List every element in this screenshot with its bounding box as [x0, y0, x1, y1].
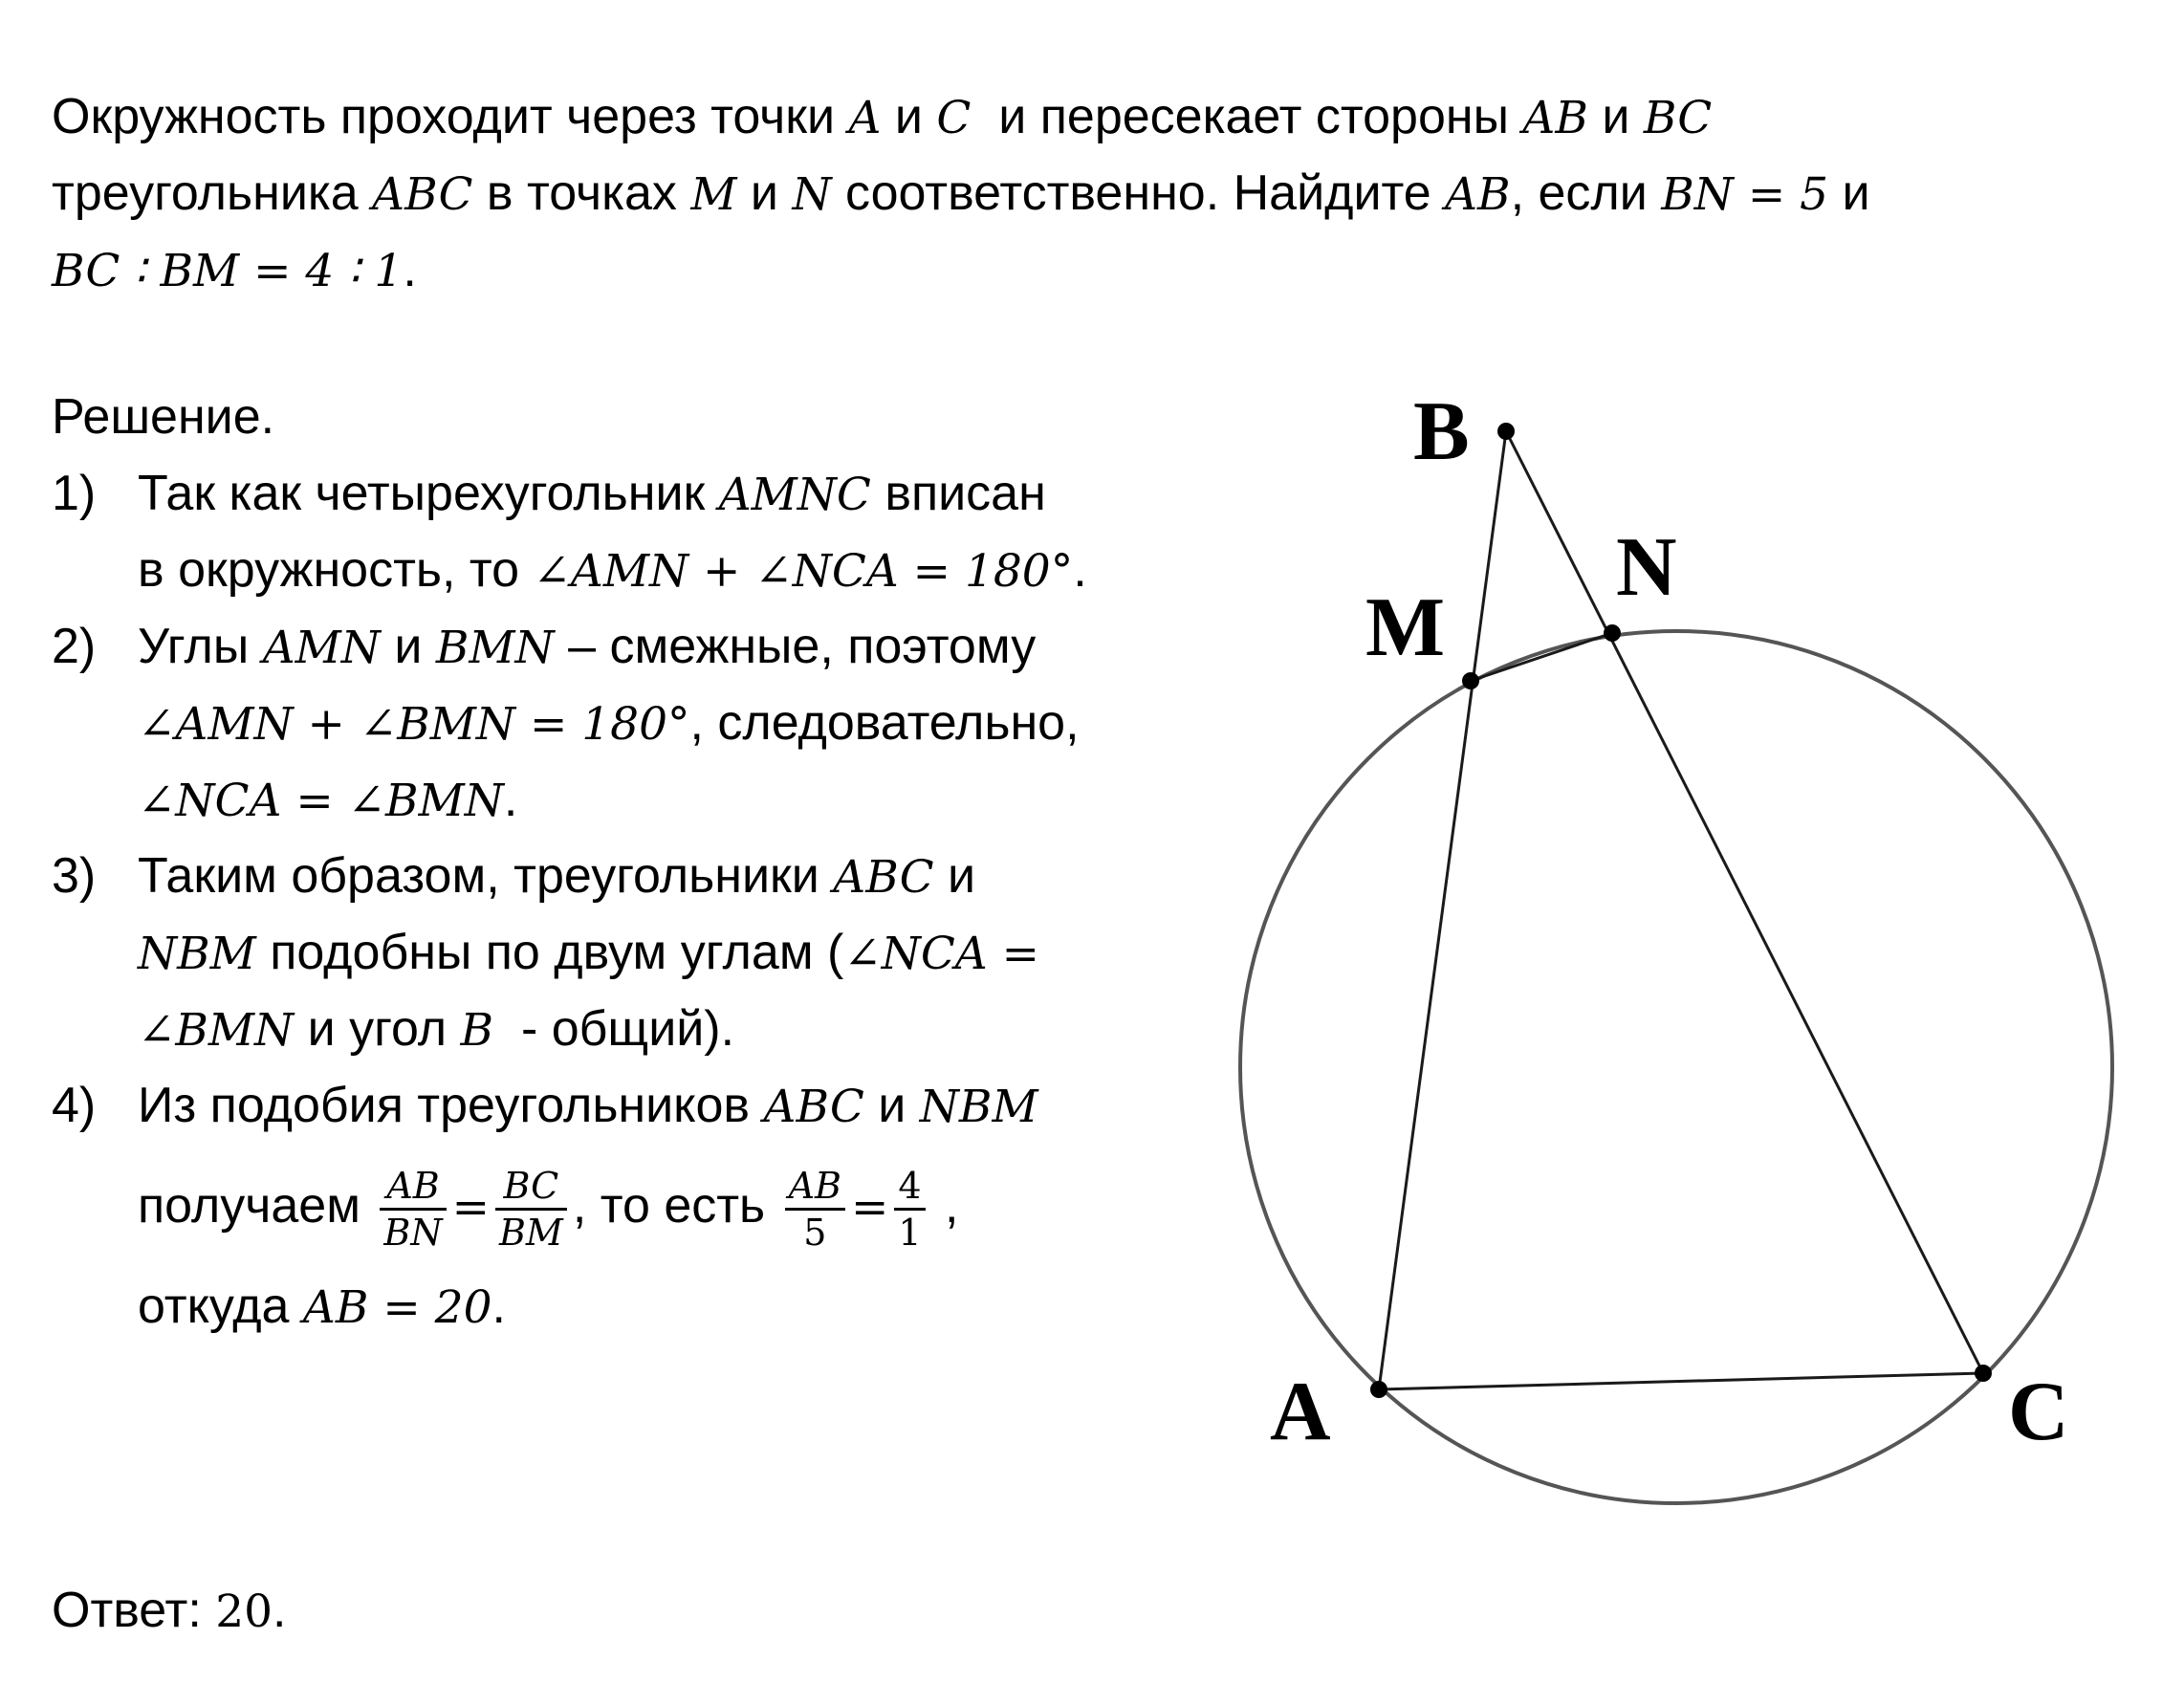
solution-title: Решение.	[52, 389, 275, 445]
math: ∠NCA =	[843, 928, 1040, 980]
text: .	[403, 242, 417, 297]
text: Окружность проходит через точки	[52, 89, 849, 144]
math: ∠AMN + ∠BMN = 180°	[138, 698, 690, 751]
label-A: A	[1270, 1366, 1331, 1458]
text: , если	[1510, 165, 1662, 221]
math: ∠AMN + ∠NCA = 180°	[533, 545, 1074, 598]
math: ∠BMN	[138, 1004, 295, 1057]
math-AB: AB	[1522, 92, 1588, 144]
math: AB = 20	[302, 1281, 492, 1334]
text: и	[1587, 89, 1644, 144]
denominator: 5	[803, 1211, 827, 1254]
math-AB: AB	[1445, 168, 1511, 221]
text: Из подобия треугольников	[138, 1078, 764, 1133]
numerator: 4	[894, 1164, 925, 1211]
text: - общий).	[493, 1001, 735, 1057]
text: и	[736, 165, 793, 221]
point-N	[1604, 624, 1621, 642]
side-AC	[1379, 1373, 1983, 1389]
text: и пересекает стороны	[971, 89, 1523, 144]
label-M: M	[1365, 581, 1446, 674]
step-number-2: 2)	[52, 619, 97, 674]
equals-sign: =	[850, 1181, 889, 1234]
step-number-4: 4)	[52, 1078, 97, 1133]
math: BMN	[435, 622, 555, 674]
math: NBM	[919, 1081, 1038, 1133]
math: AMN	[262, 622, 381, 674]
math-ABC: ABC	[372, 168, 473, 221]
text: откуда	[138, 1279, 303, 1334]
numerator: BC	[495, 1164, 567, 1211]
text: подобны по двум углам (	[255, 925, 844, 980]
math-A: A	[848, 92, 882, 144]
math: B	[460, 1004, 494, 1057]
text: и	[863, 1078, 920, 1133]
text: получаем	[138, 1178, 375, 1234]
text: и	[881, 89, 937, 144]
text: и	[380, 619, 436, 674]
text: – смежные, поэтому	[554, 619, 1037, 674]
denominator: BN	[383, 1211, 443, 1254]
math-M: M	[690, 168, 737, 221]
text: соответственно. Найдите	[831, 165, 1446, 221]
side-AB	[1379, 431, 1506, 1389]
label-B: B	[1413, 385, 1470, 478]
text: .	[503, 772, 518, 827]
point-M	[1462, 672, 1479, 689]
text: ,	[930, 1178, 959, 1234]
math: NBM	[138, 928, 256, 980]
text: , следовательно,	[689, 695, 1080, 751]
text: вписан	[870, 466, 1046, 521]
step-number-1: 1)	[52, 466, 97, 521]
point-A	[1370, 1381, 1387, 1398]
math-BC: BC	[1643, 92, 1713, 144]
answer-value: 20	[215, 1585, 273, 1638]
math-N: N	[792, 168, 832, 221]
text: .	[1073, 542, 1087, 598]
denominator: 1	[898, 1211, 922, 1254]
math-C: C	[936, 92, 972, 144]
answer-label: Ответ:	[52, 1583, 216, 1638]
denominator: BM	[498, 1211, 563, 1254]
math-ratio: BC ∶ BM = 4 ∶ 1	[52, 245, 404, 297]
text: в точках	[472, 165, 691, 221]
math: ABC	[763, 1081, 864, 1133]
math-BN-eq: BN = 5	[1661, 168, 1829, 221]
text: и	[933, 848, 976, 904]
math: ABC	[833, 851, 934, 904]
text: .	[491, 1279, 506, 1334]
text: и угол	[294, 1001, 461, 1057]
math: AMNC	[718, 469, 871, 521]
text: .	[273, 1583, 287, 1638]
text: , то есть	[572, 1178, 779, 1234]
text: треугольника	[52, 165, 373, 221]
point-C	[1975, 1365, 1992, 1382]
numerator: AB	[785, 1164, 845, 1211]
equals-sign: =	[451, 1181, 490, 1234]
text: Так как четырехугольник	[138, 466, 719, 521]
text: и	[1828, 165, 1870, 221]
math: ∠NCA = ∠BMN	[138, 775, 504, 827]
text: в окружность, то	[138, 542, 534, 598]
label-N: N	[1616, 521, 1677, 614]
numerator: AB	[380, 1164, 446, 1211]
point-B	[1497, 423, 1515, 440]
text: Углы	[138, 619, 263, 674]
segment-MN	[1471, 633, 1612, 681]
label-C: C	[2008, 1366, 2069, 1458]
text: Таким образом, треугольники	[138, 848, 834, 904]
side-BC	[1506, 431, 1983, 1373]
step-number-3: 3)	[52, 848, 97, 904]
